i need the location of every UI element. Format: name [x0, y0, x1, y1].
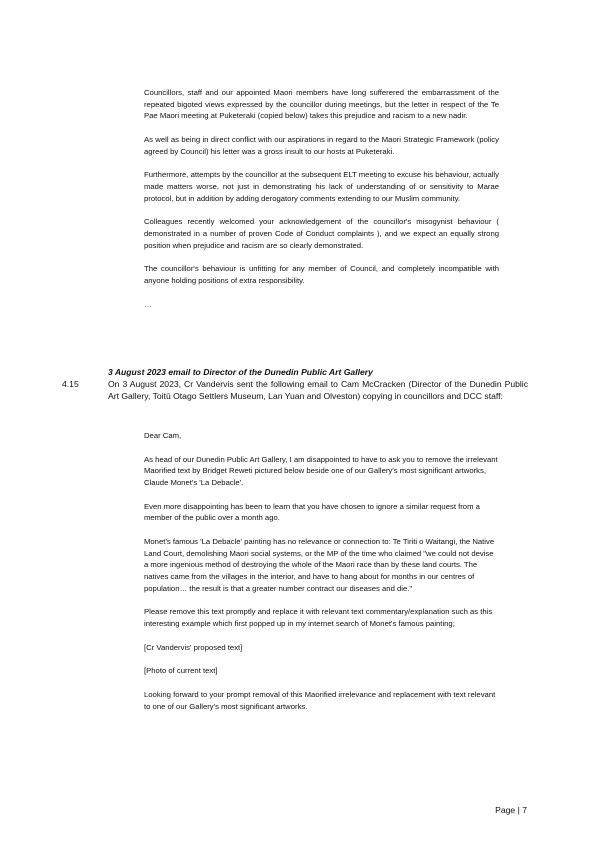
quote-paragraph-3: Furthermore, attempts by the councillor at the subsequent ELT meeting to excuse his behaviour, actually made matters worse, not just in demonstrating his lack of understanding of or sensitivity to Marae protocol, but in addition by adding derogatory comments extending to our Muslim community.	[144, 170, 499, 203]
paragraph-body: On 3 August 2023, Cr Vandervis sent the following email to Cam McCracken (Director of the Dunedin Public Art Gallery, Toitū Otago Settlers Museum, Lan Yuan and Olveston) copying in councillors and DCC staff:	[108, 379, 528, 402]
email-paragraph-2: Even more disappointing has been to learn that you have chosen to ignore a similar request from a member of the public over a month ago.	[144, 501, 480, 523]
quote-paragraph-5: The councillor's behaviour is unfitting for any member of Council, and completely incompatible with anyone holding positions of extra responsibility.	[144, 264, 499, 285]
email-paragraph-4: Please remove this text promptly and replace it with relevant text commentary/explanation such as this interesting example which first popped up in my internet search of Monet's famous painting;	[144, 607, 493, 628]
email-paragraph-1: As head of our Dunedin Public Art Gallery, I am disappointed to have to ask you to remove the irrelevant Maorified text by Bridget Reweti pictured below beside one of our Gallery's most significant artworks, Claude Monet's 'La Debacle'.	[144, 454, 498, 487]
quote-ellipsis: …	[144, 299, 152, 309]
email-proposed-text-placeholder: [Cr Vandervis' proposed text]	[144, 642, 243, 652]
quote-paragraph-4: Colleagues recently welcomed your acknowledgement of the councillor's misogynist behaviour ( demonstrated in a number of proven Code of Conduct complaints ), and we expect an equally strong position when prejudice and racism are so clearly demonstrated.	[144, 217, 499, 250]
quoted-letter	[144, 87, 499, 322]
email-photo-placeholder: [Photo of current text]	[144, 666, 218, 676]
email-paragraph-3: Monet's famous 'La Debacle' painting has no relevance or connection to: Te Tiriti o Waitangi, the Native Land Court, demolishing Maori social systems, or the MP of the time who claimed "we could not devise a more ingenious method of destroying the whole of the Maori race than by these land courts. The natives came from the villages in the interior, and have to hang about for months in our centres of population… the result is that a greater number contract our diseases and die."	[144, 537, 495, 593]
email-greeting: Dear Cam,	[144, 431, 182, 440]
quote-paragraph-2: As well as being in direct conflict with our aspirations in regard to the Maori Strategic Framework (policy agreed by Council) his letter was a gross insult to our hosts at Puketeraki.	[144, 134, 499, 156]
section-heading: 3 August 2023 email to Director of the Dunedin Public Art Gallery	[108, 367, 373, 377]
paragraph-number: 4.15	[62, 379, 79, 389]
page-number: Page | 7	[495, 805, 527, 815]
quote-paragraph-1: Councillors, staff and our appointed Maori members have long sufferered the embarrassment of the repeated bigoted views expressed by the councillor during meetings, but the letter in respect of the Te Pae Maori meeting at Puketeraki (copied below) takes this prejudice and racism to a new nadir.	[144, 88, 499, 121]
quoted-email	[144, 430, 499, 725]
email-paragraph-closing: Looking forward to your prompt removal of this Maorified irrelevance and replacement with text relevant to one of our Gallery's most significant artworks.	[144, 690, 496, 711]
